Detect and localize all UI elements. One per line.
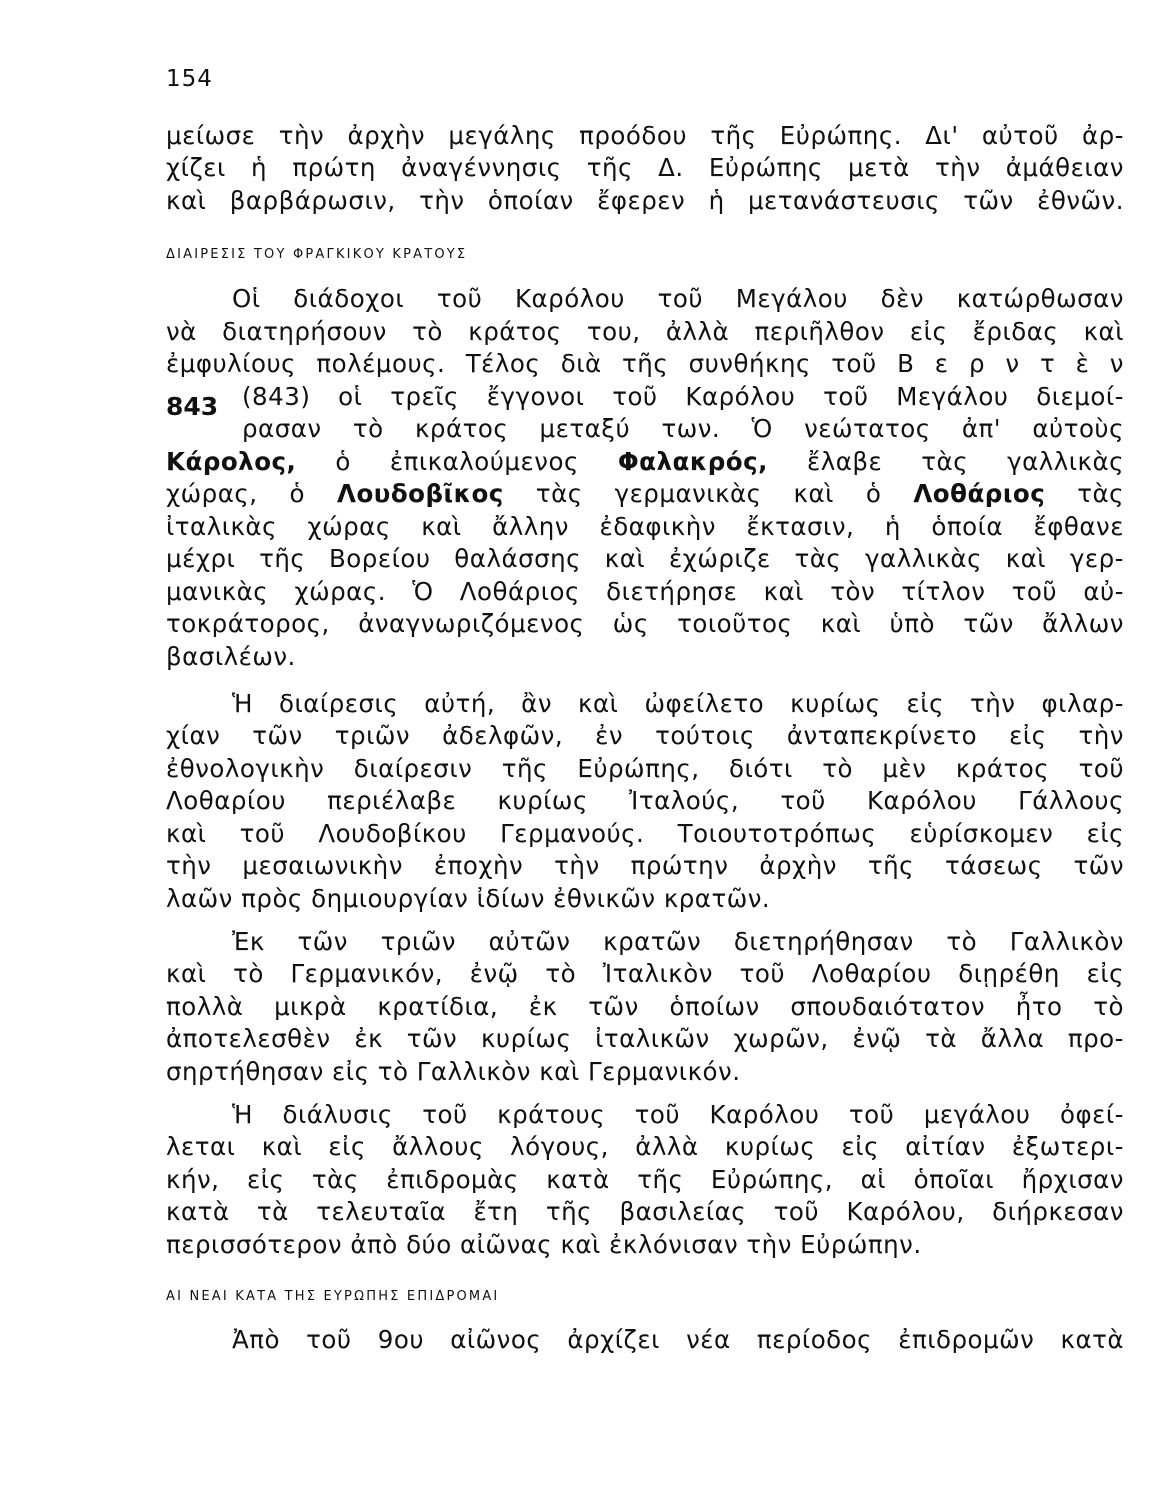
text-line [166, 688, 1124, 721]
text-line [166, 1099, 1124, 1132]
text-line: λαῶν πρὸς δημιουργίαν ἰδίων ἐθνικῶν κρατῶν. [166, 884, 771, 913]
text-line: πολλὰ μικρὰ κρατίδια, ἐκ τῶν ὁποίων σπουδαιότατον ἦτο τὸ [166, 992, 1124, 1021]
text-line [166, 926, 1124, 959]
text-line: χίαν τῶν τριῶν ἀδελφῶν, ἐν τούτοις ἀνταπεκρίνετο εἰς τὴν [166, 721, 1124, 750]
text-line: κήν, εἰς τὰς ἐπιδρομὰς κατὰ τῆς Εὐρώπης, αἱ ὁποῖαι ἤρχισαν [166, 1165, 1124, 1194]
text-span: ὁ ἐπικαλούμενος [296, 447, 618, 476]
name-falakros: Φαλακρός, [617, 447, 768, 476]
text-line: ἀποτελεσθὲν ἐκ τῶν κυρίως ἰταλικῶν χωρῶν, ἐνῷ τὰ ἄλλα προ- [166, 1024, 1124, 1053]
text-span: Ἐκ τῶν τριῶν αὐτῶν κρατῶν διετηρήθησαν τὸ Γαλλικὸν [232, 927, 1124, 956]
text-line: καὶ τὸ Γερμανικόν, ἐνῷ τὸ Ἰταλικὸν τοῦ Λοθαρίου διῃρέθη εἰς [166, 959, 1124, 988]
text-line: μανικὰς χώρας. Ὁ Λοθάριος διετήρησε καὶ τὸν τίτλον τοῦ αὐ- [166, 577, 1124, 606]
text-line: νὰ διατηρήσουν τὸ κράτος του, ἀλλὰ περιῆλθον εἰς ἔριδας καὶ [166, 317, 1124, 346]
text-line: μείωσε τὴν ἀρχὴν μεγάλης προόδου τῆς Εὐρώπης. Δι' αὐτοῦ ἀρ- [166, 121, 1124, 150]
text-line: καὶ τοῦ Λουδοβίκου Γερμανούς. Τοιουτοτρόπως εὑρίσκομεν εἰς [166, 819, 1124, 848]
text-span: Ἀπὸ τοῦ 9ου αἰῶνος ἀρχίζει νέα περίοδος ἐπιδρομῶν κατὰ [232, 1325, 1124, 1354]
name-lotharios: Λοθάριος [913, 479, 1046, 508]
text-line [166, 446, 1124, 479]
text-span: (843) οἱ τρεῖς ἔγγονοι τοῦ Καρόλου τοῦ Μεγάλου διεμοί- [242, 382, 1124, 411]
margin-year: 843 [166, 392, 219, 421]
text-span: Ἡ διάλυσις τοῦ κράτους τοῦ Καρόλου τοῦ μεγάλου ὀφεί- [232, 1100, 1124, 1129]
text-line [166, 381, 1124, 414]
section-heading: ΔΙΑΙΡΕΣΙΣ ΤΟΥ ΦΡΑΓΚΙΚΟΥ ΚΡΑΤΟΥΣ [166, 247, 468, 262]
page-number: 154 [166, 66, 213, 92]
text-line: ἰταλικὰς χώρας καὶ ἄλλην ἐδαφικὴν ἔκτασιν, ἡ ὁποία ἔφθανε [166, 512, 1124, 541]
text-line: χίζει ἡ πρώτη ἀναγέννησις τῆς Δ. Εὐρώπης μετὰ τὴν ἀμάθειαν [166, 153, 1124, 182]
section-heading: ΑΙ ΝΕΑΙ ΚΑΤΑ ΤΗΣ ΕΥΡΩΠΗΣ ΕΠΙΔΡΟΜΑΙ [166, 1289, 500, 1304]
text-span: ἔλαβε τὰς γαλλικὰς [767, 447, 1124, 476]
text-line: Λοθαρίου περιέλαβε κυρίως Ἰταλούς, τοῦ Καρόλου Γάλλους [166, 786, 1124, 815]
text-span: τὰς γερμανικὰς καὶ ὁ [503, 479, 914, 508]
text-line: κατὰ τὰ τελευταῖα ἔτη τῆς βασιλείας τοῦ Καρόλου, διήρκεσαν [166, 1197, 1124, 1226]
text-line [166, 1324, 1124, 1357]
text-line: ἐθνολογικὴν διαίρεσιν τῆς Εὐρώπης, διότι τὸ μὲν κράτος τοῦ [166, 754, 1124, 783]
text-span: χώρας, ὁ [166, 479, 337, 508]
text-line: σηρτήθησαν εἰς τὸ Γαλλικὸν καὶ Γερμανικόν. [166, 1057, 741, 1086]
text-line: περισσότερον ἀπὸ δύο αἰῶνας καὶ ἐκλόνισαν τὴν Εὐρώπην. [166, 1230, 922, 1259]
text-line: τοκράτορος, ἀναγνωριζόμενος ὡς τοιοῦτος καὶ ὑπὸ τῶν ἄλλων [166, 609, 1124, 638]
text-line: καὶ βαρβάρωσιν, τὴν ὁποίαν ἔφερεν ἡ μετανάστευσις τῶν ἐθνῶν. [166, 186, 1124, 215]
text-line [166, 283, 1124, 316]
text-span: ρασαν τὸ κράτος μεταξύ των. Ὁ νεώτατος ἀπ' αὐτοὺς [242, 414, 1124, 443]
text-line: λεται καὶ εἰς ἄλλους λόγους, ἀλλὰ κυρίως εἰς αἰτίαν ἐξωτερι- [166, 1132, 1124, 1161]
name-karolos: Κάρολος, [166, 447, 297, 476]
text-line [166, 413, 1124, 446]
text-span: τὰς [1045, 479, 1124, 508]
text-line [166, 478, 1124, 511]
text-span: Οἱ διάδοχοι τοῦ Καρόλου τοῦ Μεγάλου δὲν κατώρθωσαν [232, 284, 1124, 313]
text-line: ἐμφυλίους πολέμους. Τέλος διὰ τῆς συνθήκης τοῦ Β ε ρ ν τ ὲ ν [166, 349, 1124, 378]
name-loudovikos: Λουδοβῖκος [336, 479, 504, 508]
text-span: Ἡ διαίρεσις αὐτή, ἂν καὶ ὠφείλετο κυρίως εἰς τὴν φιλαρ- [232, 689, 1124, 718]
text-line: μέχρι τῆς Βορείου θαλάσσης καὶ ἐχώριζε τὰς γαλλικὰς καὶ γερ- [166, 544, 1124, 573]
text-line: βασιλέων. [166, 642, 296, 671]
text-line: τὴν μεσαιωνικὴν ἐποχὴν τὴν πρώτην ἀρχὴν τῆς τάσεως τῶν [166, 851, 1124, 880]
